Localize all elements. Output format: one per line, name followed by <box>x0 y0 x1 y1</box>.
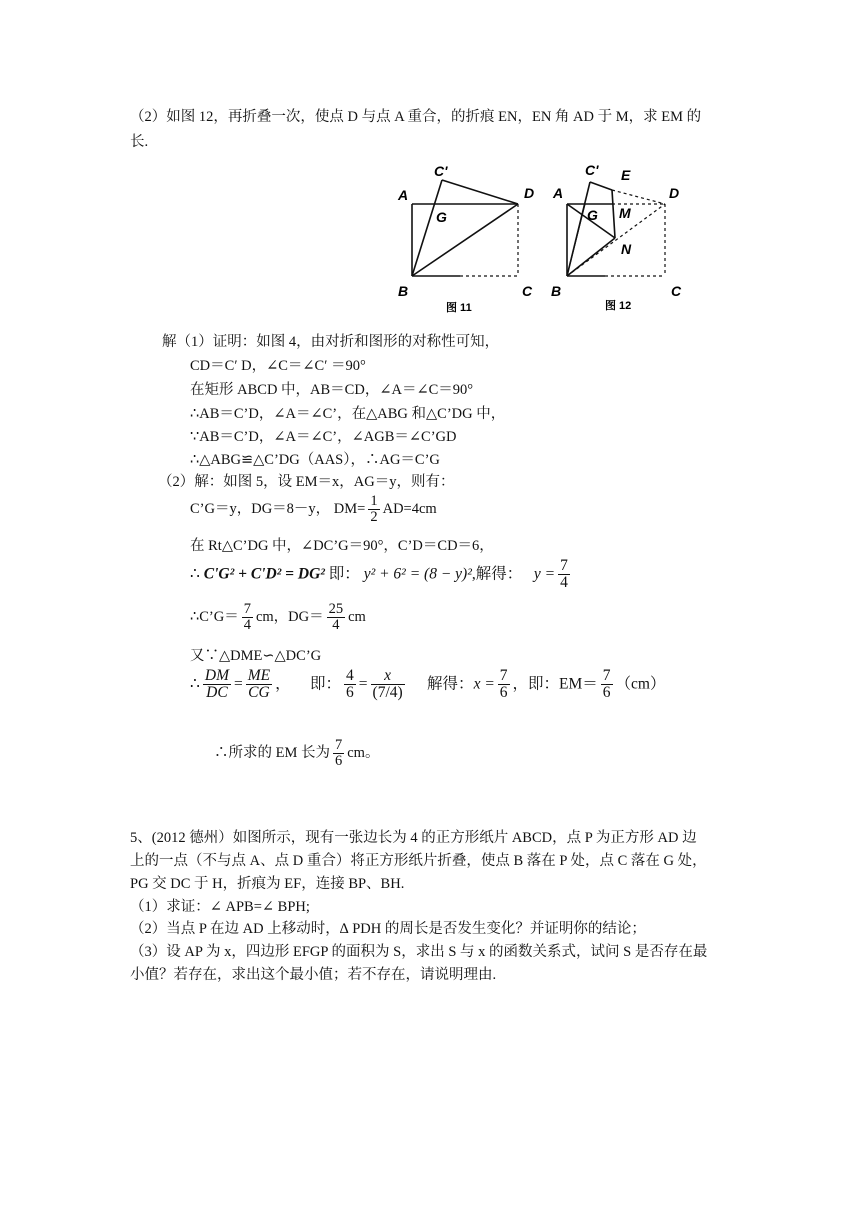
fig12-label-g: G <box>587 207 598 223</box>
fraction-denominator: 4 <box>332 617 340 634</box>
fig12-caption: 图 12 <box>605 300 632 312</box>
fraction <box>371 668 405 702</box>
part2-line1: （2）如图 12，再折叠一次，使点 D 与点 A 重合，的折痕 EN，EN 角 AD 于 M，求 EM 的 <box>130 109 702 125</box>
text-segment: ∴所求的 EM 长为 <box>214 745 330 762</box>
equation: C'G² + C'D² = DG² <box>203 565 325 583</box>
fraction <box>327 602 346 633</box>
text-segment: = <box>358 675 368 693</box>
text-segment: ,解得： <box>471 565 523 583</box>
fig11-label-d: D <box>524 185 535 201</box>
equation: y = <box>533 565 556 583</box>
solution-line-8 <box>190 494 437 525</box>
fraction-numerator: 4 <box>346 667 354 684</box>
fraction-denominator: 6 <box>346 684 354 702</box>
fraction-numerator: x <box>371 668 405 685</box>
figure-12 <box>545 158 690 316</box>
fraction-denominator: 6 <box>335 753 343 770</box>
fig12-label-cprime: C' <box>585 162 599 178</box>
solution-line-5: ∵AB＝C’D，∠A＝∠C’，∠AGB＝∠C’GD <box>190 429 457 445</box>
fraction <box>601 668 613 702</box>
text-segment: C’G＝y，DG＝8－y， DM= <box>190 501 366 518</box>
text-segment: ∴ <box>190 565 200 583</box>
equation: y² + 6² = (8 − y)² <box>363 565 472 583</box>
problem5-question-2: （2）当点 P 在边 AD 上移动时，∆ PDH 的周长是否发生变化？并证明你的结论； <box>130 921 646 937</box>
fraction-numerator: 7 <box>499 667 508 684</box>
fraction <box>498 668 510 702</box>
fig12-label-c: C <box>671 283 682 299</box>
fraction-numerator: 7 <box>243 601 251 617</box>
fraction-one-half <box>368 494 379 525</box>
solution-line-4: ∴AB＝C’D，∠A＝∠C’，在△ABG 和△C’DG 中， <box>190 406 506 422</box>
fraction-denominator: 4 <box>560 574 568 592</box>
problem5-question-3b: 小值？若存在，求出这个最小值；若不存在，请说明理由. <box>130 967 497 983</box>
text-segment: ∴C’G＝ <box>190 609 239 626</box>
fraction-numerator: 25 <box>328 601 344 617</box>
text-segment: 即： <box>328 565 360 583</box>
solution-line-12: 又∵△DME∽△DC’G <box>190 648 322 664</box>
part2-line2: 长. <box>130 134 149 150</box>
fraction-numerator: DM <box>204 667 229 684</box>
fraction-numerator: 7 <box>602 667 611 684</box>
fraction <box>203 668 231 702</box>
fraction-denominator: CG <box>248 684 270 702</box>
fraction-seven-fourths <box>558 558 570 592</box>
figure-11 <box>390 158 545 316</box>
solution-line-6: ∴△ABG≌△C’DG（AAS），∴AG＝C’G <box>190 452 440 468</box>
fig11-label-c: C <box>522 283 533 299</box>
solution-line-7: （2）解：如图 5，设 EM＝x，AG＝y，则有： <box>158 474 455 490</box>
fig11-label-cprime: C' <box>434 163 448 179</box>
solution-line-2: CD＝C′ D，∠C＝∠C′ ＝90° <box>190 358 366 374</box>
text-segment: cm。 <box>347 745 380 762</box>
text-segment: cm <box>348 609 366 626</box>
solution-line-13 <box>190 668 665 702</box>
problem5-question-1: （1）求证：∠ APB=∠ BPH; <box>130 899 310 915</box>
fig12-label-n: N <box>621 241 632 257</box>
solution-line-14 <box>214 738 379 769</box>
problem5-line-3: PG 交 DC 于 H，折痕为 EF，连接 BP、BH. <box>130 876 405 892</box>
solution-line-10 <box>190 558 573 592</box>
fig11-caption: 图 11 <box>446 302 472 314</box>
fig12-label-d: D <box>669 185 680 201</box>
fig11-label-a: A <box>398 187 409 203</box>
problem5-question-3a: （3）设 AP 为 x，四边形 EFGP 的面积为 S，求出 S 与 x 的函数关系式，试问 S 是否存在最 <box>130 944 708 960</box>
fig11-label-g: G <box>436 209 447 225</box>
fraction-denominator: 6 <box>499 684 508 702</box>
solution-line-3: 在矩形 ABCD 中，AB＝CD，∠A＝∠C＝90° <box>190 382 474 398</box>
problem5-line-1: 5、(2012 德州）如图所示，现有一张边长为 4 的正方形纸片 ABCD，点 P 为正方形 AD 边 <box>130 830 697 846</box>
fraction-denominator: 4 <box>243 617 251 634</box>
fraction-numerator: 1 <box>370 493 378 509</box>
text-segment: = <box>233 675 243 693</box>
text-segment: （cm） <box>615 675 666 693</box>
fraction <box>333 738 344 769</box>
solution-line-11 <box>190 602 366 633</box>
fig12-label-b: B <box>551 283 562 299</box>
fig12-label-e: E <box>621 167 631 183</box>
fraction-denominator: (7/4) <box>372 684 403 702</box>
fraction-numerator: ME <box>247 667 271 684</box>
fraction-numerator: 7 <box>560 557 568 574</box>
equation: x = <box>473 675 495 693</box>
fraction <box>246 668 272 702</box>
fig12-label-m: M <box>619 205 631 221</box>
fraction-denominator: DC <box>206 684 228 702</box>
fig12-label-a: A <box>553 185 564 201</box>
fraction <box>242 602 253 633</box>
problem5-line-2: 上的一点（不与点 A、点 D 重合）将正方形纸片折叠，使点 B 落在 P 处，点 C 落在 G 处， <box>130 853 707 869</box>
text-segment: AD=4cm <box>382 501 437 518</box>
fraction-denominator: 2 <box>370 509 378 526</box>
solution-line-1: 解（1）证明：如图 4，由对折和图形的对称性可知， <box>162 334 500 350</box>
fraction-denominator: 6 <box>602 684 611 702</box>
text-segment: 解得： <box>427 675 474 693</box>
text-segment: 即： <box>310 675 342 693</box>
text-segment: ，即：EM＝ <box>512 675 598 693</box>
fig11-label-b: B <box>398 283 409 299</box>
solution-line-9: 在 Rt△C’DG 中，∠DC’G＝90°，C’D＝CD＝6， <box>190 538 494 554</box>
fraction <box>344 668 356 702</box>
text-segment: ∴ <box>190 675 200 693</box>
text-segment: cm，DG＝ <box>255 609 324 626</box>
fraction-numerator: 7 <box>335 737 343 753</box>
text-segment: ， <box>275 675 291 693</box>
